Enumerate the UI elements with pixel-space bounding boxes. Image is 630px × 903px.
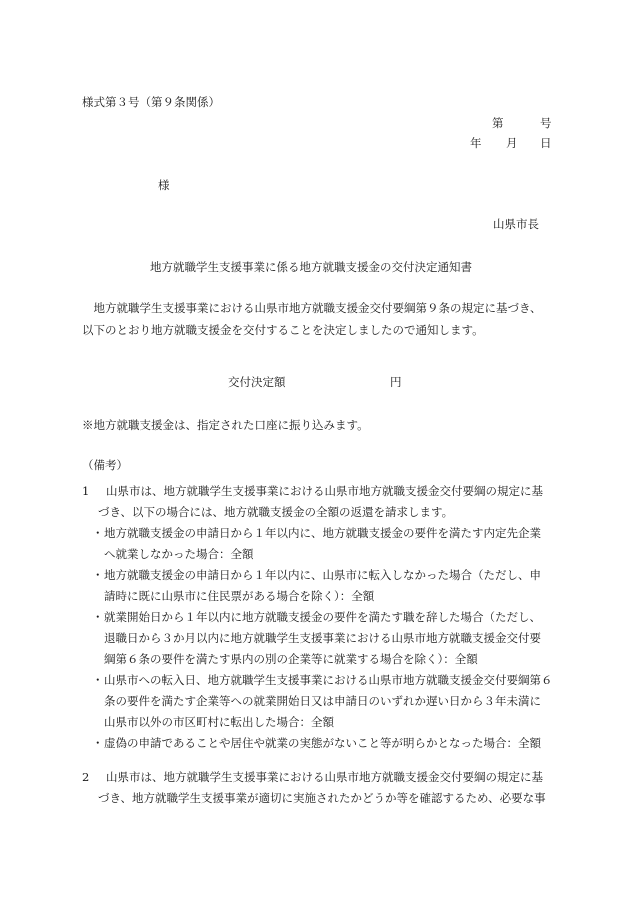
bullet-mark: ・ — [92, 673, 104, 687]
intro-paragraph — [82, 297, 552, 341]
bullet-mark: ・ — [92, 568, 104, 582]
remarks-heading: （備考） — [82, 458, 128, 472]
remark-bullet — [92, 670, 554, 733]
bullet-line: 山県市以外の市区町村に転出した場合：全額 — [104, 715, 334, 729]
date-month: 月 — [506, 136, 518, 150]
remark-bullet — [92, 733, 554, 754]
document-number — [492, 118, 552, 130]
bullet-line: へ就業しなかった場合：全額 — [104, 547, 254, 561]
bullet-line: 虚偽の申請であることや居住や就業の実態がないこと等が明らかとなった場合：全額 — [104, 736, 541, 750]
intro-line-2: 以下のとおり地方就職支援金を交付することを決定しましたので通知します。 — [82, 323, 484, 337]
issuer: 山県市長 — [493, 217, 539, 231]
remark-item-2 — [82, 767, 552, 809]
bullet-mark: ・ — [92, 736, 104, 750]
remark-item-1-line-1: 山県市は、地方就職学生支援事業における山県市地方就職支援金交付要綱の規定に基 — [106, 484, 543, 498]
bullet-line: 退職日から３か月以内に地方就職学生支援事業における山県市地方就職支援金交付要 — [104, 631, 541, 645]
document-date — [470, 138, 552, 150]
remark-item-1 — [82, 481, 552, 523]
bullet-line: 地方就職支援金の申請日から１年以内に、山県市に転入しなかった場合（ただし、申 — [104, 568, 541, 582]
bullet-line: 請時に既に山県市に住民票がある場合を除く）：全額 — [104, 589, 375, 603]
remark-bullet — [92, 523, 554, 565]
date-day: 日 — [540, 136, 552, 150]
document-title: 地方就職学生支援事業に係る地方就職支援金の交付決定通知書 — [150, 260, 472, 274]
bullet-line: 地方就職支援金の申請日から１年以内に、地方就職支援金の要件を満たす内定先企業 — [104, 526, 541, 540]
remark-item-1-number: 1 — [82, 484, 90, 498]
payment-note: ※地方就職支援金は、指定された口座に振り込みます。 — [82, 418, 369, 432]
bullet-mark: ・ — [92, 610, 104, 624]
amount-label: 交付決定額 — [228, 375, 286, 389]
remark-bullet — [92, 565, 554, 607]
remark-item-2-number: 2 — [82, 770, 90, 784]
form-number: 様式第３号（第９条関係） — [82, 95, 220, 109]
bullet-line: 綱第６条の要件を満たす県内の別の企業等に就業する場合を除く）：全額 — [104, 652, 478, 666]
remark-bullet — [92, 607, 554, 670]
bullet-line: 条の要件を満たす企業等への就業開始日又は申請日のいずれか遅い日から３年未満に — [104, 694, 541, 708]
amount-unit: 円 — [390, 375, 402, 389]
bullet-line: 山県市への転入日、地方就職学生支援事業における山県市地方就職支援金交付要綱第６ — [104, 673, 553, 687]
remark-bullet-list — [92, 523, 554, 754]
addressee-suffix: 様 — [158, 178, 170, 192]
remark-item-2-line-2: づき、地方就職学生支援事業が適切に実施されたかどうか等を確認するため、必要な事 — [98, 791, 546, 805]
bullet-mark: ・ — [92, 526, 104, 540]
number-prefix: 第 — [492, 116, 504, 130]
intro-line-1: 地方就職学生支援事業における山県市地方就職支援金交付要綱第９条の規定に基づき、 — [93, 301, 542, 315]
bullet-line: 就業開始日から１年以内に地方就職支援金の要件を満たす職を辞した場合（ただし、 — [104, 610, 541, 624]
remark-item-2-line-1: 山県市は、地方就職学生支援事業における山県市地方就職支援金交付要綱の規定に基 — [106, 770, 543, 784]
number-suffix: 号 — [540, 116, 552, 130]
remark-item-1-line-2: づき、以下の場合には、地方就職支援金の全額の返還を請求します。 — [98, 505, 454, 519]
date-year: 年 — [470, 136, 482, 150]
